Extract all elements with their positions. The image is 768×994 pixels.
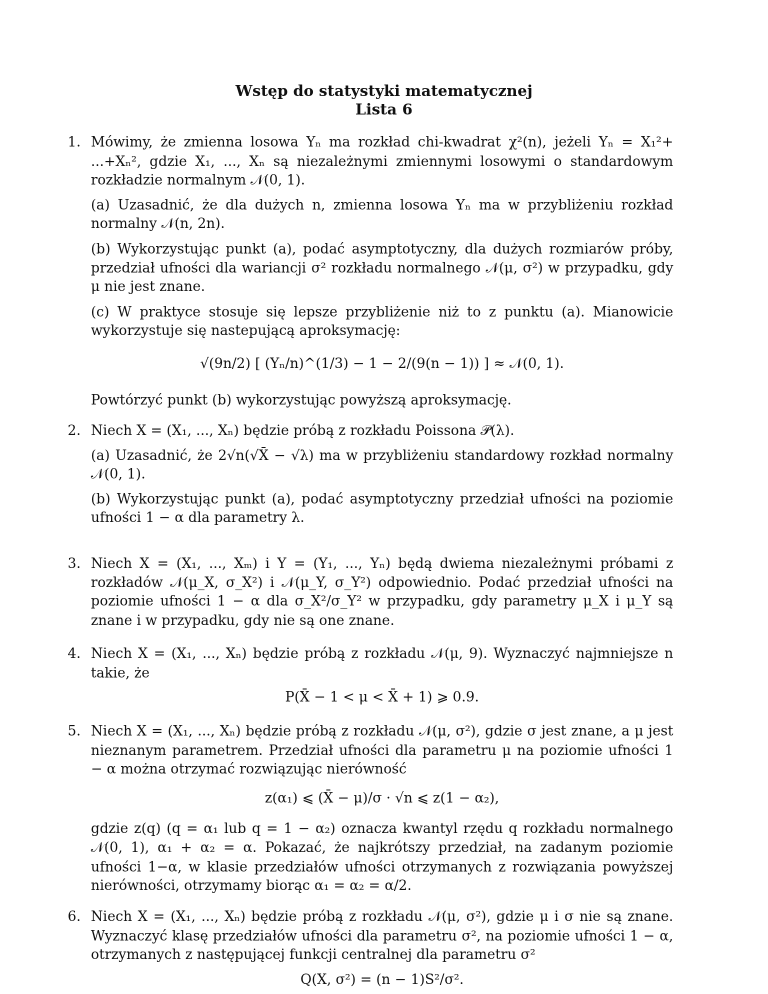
problem-5-formula: z(α₁) ⩽ (X̄ − μ)/σ · √n ⩽ z(1 − α₂), xyxy=(264,790,500,807)
document-title: Wstęp do statystyki matematycznej xyxy=(235,81,533,100)
problem-2-part-b: (b) Wykorzystując punkt (a), podać asymptotyczny przedział ufności na poziomie ufności 1 − α dla parametry λ. xyxy=(90,491,674,527)
problem-5 xyxy=(67,723,674,896)
problem-2-intro: Niech X = (X₁, ..., Xₙ) będzie próbą z rozkładu Poissona 𝒫(λ). xyxy=(90,423,515,439)
problem-number: 4. xyxy=(67,646,81,662)
problem-2-part-a: (a) Uzasadnić, że 2√n(√X̄ − √λ) ma w przybliżeniu standardowy rozkład normalny 𝒩(0, 1). xyxy=(90,448,674,483)
problem-number: 1. xyxy=(67,134,81,151)
problem-6-text: Niech X = (X₁, ..., Xₙ) będzie próbą z rozkładu 𝒩(μ, σ²), gdzie μ i σ nie są znane. Wyznaczyć klasę przedziałów ufności dla parametru σ², na poziomie ufności 1 − α, otrzymanych z następującej funkcji centralnej dla parametru σ² xyxy=(90,909,674,964)
problem-number: 3. xyxy=(67,556,81,572)
problem-4-text: Niech X = (X₁, ..., Xₙ) będzie próbą z rozkładu 𝒩(μ, 9). Wyznaczyć najmniejsze n takie, że xyxy=(90,646,674,681)
problem-6-formula: Q(X, σ²) = (n − 1)S²/σ². xyxy=(300,972,464,988)
problem-number: 6. xyxy=(67,909,81,925)
problem-1-part-b: (b) Wykorzystując punkt (a), podać asymptotyczny, dla dużych rozmiarów próby, przedział ufności dla wariancji σ² rozkładu normalnego 𝒩(μ, σ²) w przypadku, gdy μ nie jest znane. xyxy=(90,241,674,296)
document-page xyxy=(11,0,756,988)
problem-1-intro: Mówimy, że zmienna losowa Yₙ ma rozkład chi-kwadrat χ²(n), jeżeli Yₙ = X₁²+ ...+Xₙ², gdzie X₁, ..., Xₙ są niezależnymi zmiennymi losowymi o standardowym rozkładzie normalnym 𝒩(0, 1). xyxy=(90,134,674,189)
problem-3 xyxy=(67,555,674,631)
problem-6 xyxy=(67,908,674,990)
problem-4 xyxy=(67,645,674,708)
problem-4-formula: P(X̄ − 1 < μ < X̄ + 1) ⩾ 0.9. xyxy=(285,690,479,706)
problem-number: 2. xyxy=(67,423,81,439)
problem-number: 5. xyxy=(67,724,81,740)
problem-1-closing: Powtórzyć punkt (b) wykorzystując powyższą aproksymację. xyxy=(90,392,512,409)
problem-1-part-c: (c) W praktyce stosuje się lepsze przybliżenie niż to z punktu (a). Mianowicie wykorzystuje się nastepującą aproksymację: xyxy=(90,304,674,340)
problem-2 xyxy=(67,422,674,529)
problem-1-formula: √(9n/2) [ (Yₙ/n)^(1/3) − 1 − 2/(9(n − 1)) ] ≈ 𝒩(0, 1). xyxy=(200,356,565,372)
document-subtitle: Lista 6 xyxy=(355,99,413,119)
problem-3-text: Niech X = (X₁, ..., Xₘ) i Y = (Y₁, ..., Yₙ) będą dwiema niezależnymi próbami z rozkładów 𝒩(μ_X, σ_X²) i 𝒩(μ_Y, σ_Y²) odpowiednio. Podać przedział ufności na poziomie ufności 1 − α dla σ_X²/σ_Y² w przypadku, gdy parametry μ_X i μ_Y są znane i w przypadku, gdy nie są one znane. xyxy=(90,556,674,629)
problem-5-text: Niech X = (X₁, ..., Xₙ) będzie próbą z rozkładu 𝒩(μ, σ²), gdzie σ jest znane, a μ jest nieznanym parametrem. Przedział ufności dla parametru μ na poziomie ufności 1 − α można otrzymać rozwiązując nierówność xyxy=(90,724,674,778)
problem-1-part-a: (a) Uzasadnić, że dla dużych n, zmienna losowa Yₙ ma w przybliżeniu rozkład normalny 𝒩(n, 2n). xyxy=(90,197,674,233)
problem-1 xyxy=(67,134,674,411)
problem-5-closing: gdzie z(q) (q = α₁ lub q = 1 − α₂) oznacza kwantyl rzędu q rozkładu normalnego 𝒩(0, 1), α₁ + α₂ = α. Pokazać, że najkrótszy przedział, na zadanym poziomie ufności 1−α, w klasie przedziałów ufności otrzymanych z rozwiązania powyższej nierówności, otrzymamy biorąc α₁ = α₂ = α/2. xyxy=(90,821,674,895)
